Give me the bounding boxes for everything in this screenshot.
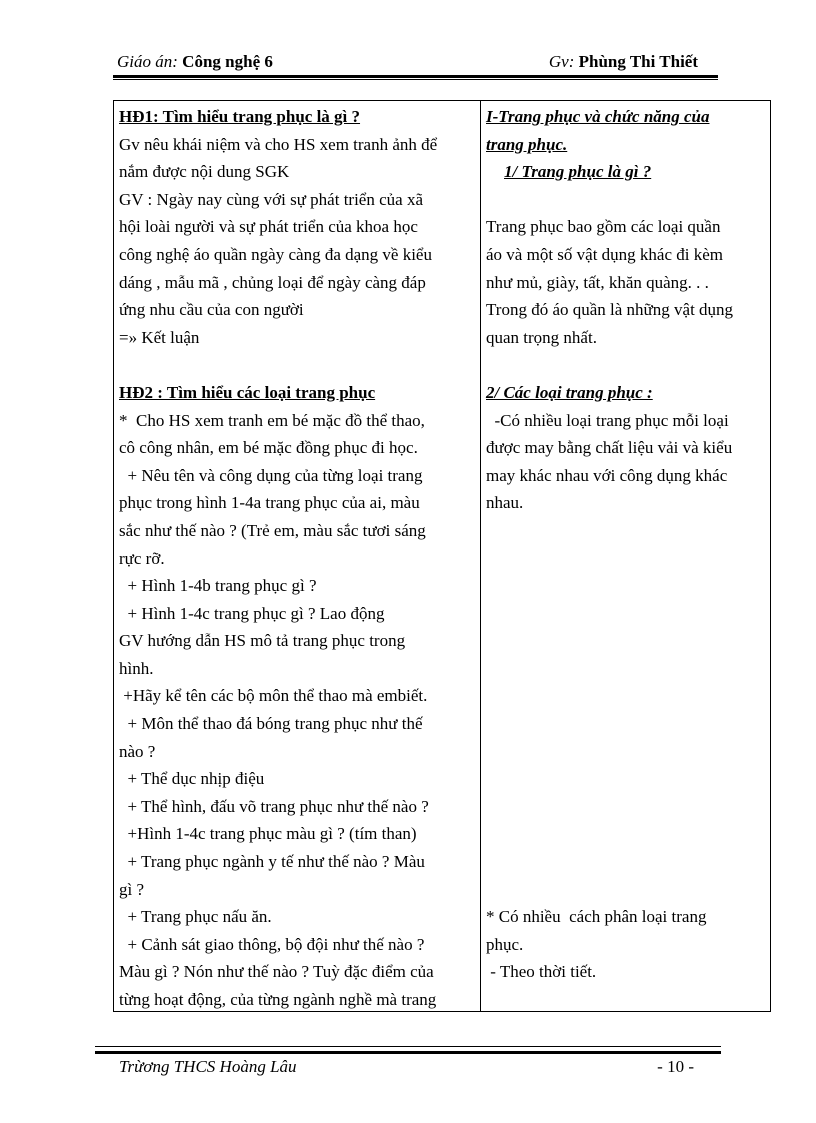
blank-line (486, 765, 766, 793)
hd2-line: Màu gì ? Nón như thế nào ? Tuỳ đặc điểm của (119, 962, 434, 982)
hd2-line: + Môn thể thao đá bóng trang phục như thế (119, 714, 423, 734)
hd2-line: hình. (119, 658, 154, 678)
bottom-line: * Có nhiều cách phân loại trang (486, 907, 707, 927)
hd2-line: + Trang phục ngành y tế như thế nào ? Màu (119, 852, 425, 872)
blank-line (486, 655, 766, 683)
footer-divider (95, 1046, 721, 1054)
page-footer (113, 1055, 718, 1079)
page-number: - 10 - (657, 1057, 694, 1076)
teacher-label: Gv: (548, 52, 575, 71)
blank-line (486, 627, 766, 655)
hd2-title: HĐ2 : Tìm hiểu các loại trang phục (119, 382, 376, 402)
lesson-table (113, 100, 771, 1012)
subject-label: Giáo án: (117, 52, 178, 71)
blank-line (486, 848, 766, 876)
hd1-line: nắm được nội dung SGK (119, 162, 290, 182)
hd2-line: + Hình 1-4c trang phục gì ? Lao động (119, 603, 385, 623)
activities-column (119, 103, 475, 1014)
sub2-line: được may bằng chất liệu vải và kiểu (486, 438, 733, 458)
sub2-line: nhau. (486, 493, 524, 513)
blank-line (119, 351, 475, 379)
hd1-line: hội loài người và sự phát triển của khoa học (119, 217, 418, 237)
hd1-title: HĐ1: Tìm hiểu trang phục là gì ? (119, 107, 361, 126)
blank-line (486, 600, 766, 628)
hd2-line: GV hướng dẫn HS mô tả trang phục trong (119, 631, 406, 651)
hd2-line: + Hình 1-4b trang phục gì ? (119, 576, 317, 596)
blank-line (486, 545, 766, 573)
content-column (486, 103, 766, 986)
subject-value: Công nghệ 6 (182, 52, 273, 71)
header-teacher (549, 50, 698, 74)
hd1-line: Gv nêu khái niệm và cho HS xem tranh ảnh để (119, 134, 438, 154)
hd1-line: =» Kết luận (119, 327, 200, 347)
blank-line (486, 793, 766, 821)
sub1-line: như mủ, giày, tất, khăn quàng. . . (486, 272, 709, 292)
hd2-line: + Thể hình, đấu võ trang phục như thế nào ? (119, 796, 429, 816)
hd1-line: dáng , mẫu mã , chủng loại để ngày càng đáp (119, 272, 426, 292)
sub2-title-text: 2/ Các loại trang phục : (486, 382, 653, 402)
blank-line (486, 820, 766, 848)
sub2-line: may khác nhau với công dụng khác (486, 465, 728, 485)
hd2-line: +Hình 1-4c trang phục màu gì ? (tím than) (119, 824, 417, 844)
hd2-line: từng hoạt động, của từng ngành nghề mà trang (119, 990, 437, 1009)
blank-line (486, 710, 766, 738)
hd2-line: +Hãy kể tên các bộ môn thể thao mà embiết. (119, 686, 428, 706)
teacher-value: Phùng Thi Thiết (578, 52, 698, 71)
blank-line (486, 682, 766, 710)
footer-school: Trừơng THCS Hoàng Lâu (119, 1057, 297, 1076)
blank-line (486, 351, 766, 379)
sub1-line: Trong đó áo quần là những vật dụng (486, 300, 734, 320)
hd2-line: rực rỡ. (119, 548, 165, 568)
hd1-line: công nghệ áo quần ngày càng đa dạng về kiểu (119, 244, 432, 264)
hd2-line: cô công nhân, em bé mặc đồng phục đi học. (119, 438, 418, 458)
blank-line (486, 517, 766, 545)
hd2-line: + Trang phục nấu ăn. (119, 907, 272, 927)
hd2-line: gì ? (119, 879, 145, 899)
bottom-line: - Theo thời tiết. (486, 962, 597, 982)
hd2-line: + Nêu tên và công dụng của từng loại trang (119, 465, 423, 485)
bottom-line: phục. (486, 934, 524, 954)
blank-line (486, 738, 766, 766)
blank-line (486, 186, 766, 214)
hd2-line: * Cho HS xem tranh em bé mặc đồ thể thao, (119, 410, 425, 430)
section-title: I-Trang phục và chức năng của (486, 107, 710, 126)
header-divider (113, 75, 718, 80)
sub1-line: quan trọng nhất. (486, 327, 597, 347)
hd1-line: GV : Ngày nay cùng với sự phát triển của xã (119, 189, 423, 209)
hd2-line: + Cảnh sát giao thông, bộ đội như thế nào ? (119, 934, 425, 954)
hd2-line: nào ? (119, 741, 156, 761)
sub1-title-text: 1/ Trang phục là gì ? (504, 162, 652, 182)
section-title-cont: trang phục. (486, 134, 568, 154)
sub1-title (486, 158, 766, 186)
blank-line (486, 876, 766, 904)
header-subject (117, 50, 273, 74)
sub1-line: Trang phục bao gồm các loại quần (486, 217, 721, 237)
blank-line (486, 572, 766, 600)
hd2-line: phục trong hình 1-4a trang phục của ai, màu (119, 493, 420, 513)
column-divider (480, 101, 481, 1011)
hd2-line: sắc như thế nào ? (Trẻ em, màu sắc tươi sáng (119, 520, 426, 540)
sub2-line: -Có nhiều loại trang phục mỗi loại (486, 410, 729, 430)
sub1-line: áo và một số vật dụng khác đi kèm (486, 244, 724, 264)
hd1-line: ứng nhu cầu của con người (119, 300, 304, 320)
sub2-title (486, 379, 766, 407)
hd2-line: + Thể dục nhịp điệu (119, 769, 265, 789)
page-header (113, 50, 718, 74)
